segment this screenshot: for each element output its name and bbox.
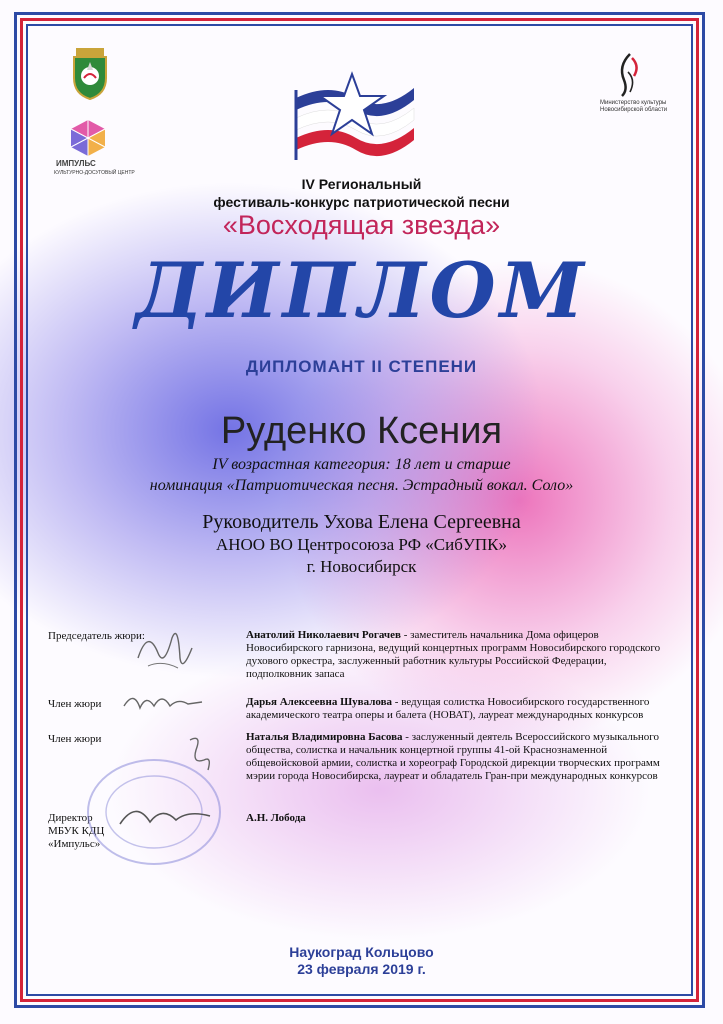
jury-member-2-desc: - заслуженный деятель Всероссийского музыкального общества, солистка и начальник концертной группы 41-ой Краснознаменной общевойсковой армии, солистка и хореограф Городской дирекции творческих программ мэрии города Новосибирска, лауреат и обладатель Гран-при международных конкурсов: [246, 731, 660, 782]
footer-place: Наукоград Кольцово: [289, 944, 434, 960]
age-category: IV возрастная категория: 18 лет и старше: [212, 456, 511, 473]
festival-star-flag-icon: [290, 60, 420, 168]
jury-role-member-1: Член жюри: [48, 698, 102, 710]
jury-text-member-1: [246, 696, 666, 722]
jury-member-1-desc: - ведущая солистка Новосибирского государственного академического театра оперы и балета (НОВАТ), лауреат международных конкурсов: [246, 696, 650, 721]
member1-signature-icon: [118, 684, 208, 718]
impulse-logo-label: ИМПУЛЬС: [56, 159, 96, 168]
impulse-logo-sub: КУЛЬТУРНО-ДОСУГОВЫЙ ЦЕНТР: [54, 170, 135, 176]
chair-signature-icon: [128, 618, 198, 678]
director-org-name: «Импульс»: [48, 838, 101, 850]
director-name: А.Н. Лобода: [246, 812, 306, 824]
diploma-degree: ДИПЛОМАНТ II СТЕПЕНИ: [245, 357, 478, 376]
festival-name: фестиваль-конкурс патриотической песни: [213, 194, 510, 210]
ministry-logo-line1: Министерство культуры: [600, 100, 667, 106]
footer-date: 23 февраля 2019 г.: [297, 961, 426, 977]
diploma-title: ДИПЛОМ: [135, 246, 588, 335]
leader-name: Руководитель Ухова Елена Сергеевна: [202, 511, 521, 533]
jury-chair-name: Анатолий Николаевич Рогачев: [246, 629, 401, 641]
ministry-logo-line2: Новосибирской области: [600, 107, 668, 113]
jury-role-member-2: Член жюри: [48, 733, 102, 745]
jury-role-chair: Председатель жюри:: [48, 630, 145, 642]
impulse-logo-icon: [68, 118, 108, 158]
jury-member-1-name: Дарья Алексеевна Шувалова: [246, 696, 393, 708]
festival-title: «Восходящая звезда»: [222, 210, 501, 240]
director-org: МБУК КДЦ: [48, 825, 105, 837]
jury-member-2-name: Наталья Владимировна Басова: [246, 731, 403, 743]
official-stamp-icon: [84, 750, 234, 870]
city-name: г. Новосибирск: [306, 557, 417, 576]
director-title: Директор: [48, 812, 93, 824]
jury-text-chair: [246, 629, 666, 681]
jury-text-member-2: [246, 731, 666, 783]
jury-chair-desc: - заместитель начальника Дома офицеров Новосибирского гарнизона, ведущий концертных программ Новосибирского городского духового оркестра, заслуженный работник культуры Российской Федерации, подполковник запаса: [246, 629, 661, 680]
institution-name: АНОО ВО Центросоюза РФ «СибУПК»: [215, 535, 508, 554]
ministry-logo-icon: [616, 52, 642, 98]
festival-edition: IV Региональный: [301, 176, 422, 192]
recipient-name: Руденко Ксения: [220, 410, 503, 452]
coat-of-arms-icon: [70, 48, 110, 100]
nomination: номинация «Патриотическая песня. Эстрадный вокал. Соло»: [149, 477, 574, 494]
